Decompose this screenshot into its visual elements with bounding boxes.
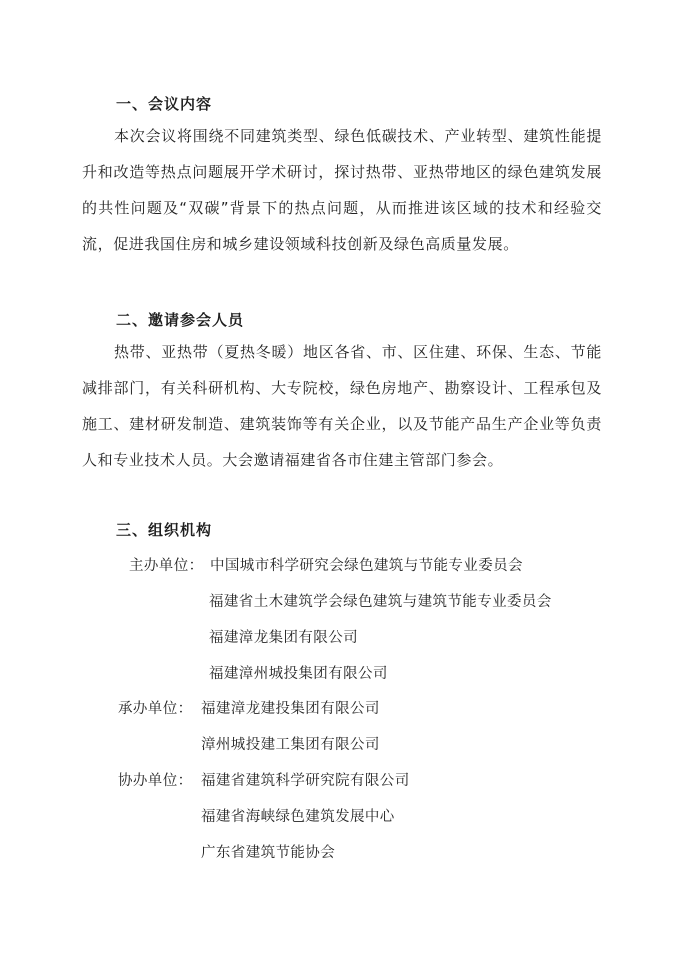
invited-participants-paragraph: 热带、亚热带（夏热冬暖）地区各省、市、区住建、环保、生态、节能减排部门，有关科研机构、大专院校，绿色房地产、勘察设计、工程承包及施工、建材研发制造、建筑装饰等有关企业，以及节能产品生产企业等负责人和专业技术人员。大会邀请福建省各市住建主管部门参会。 (82, 343, 602, 469)
organizer-label: 承办单位： (118, 701, 193, 717)
coorganizer-unit: 福建省海峡绿色建筑发展中心 (201, 809, 395, 825)
coorganizer-unit: 福建省建筑科学研究院有限公司 (201, 773, 410, 789)
coorganizer-unit: 广东省建筑节能协会 (201, 845, 336, 861)
section-heading-invited-participants: 二、邀请参会人员 (116, 311, 245, 329)
host-label: 主办单位： (129, 558, 204, 574)
host-unit: 福建漳龙集团有限公司 (209, 630, 358, 646)
host-unit: 福建漳州城投集团有限公司 (209, 666, 388, 682)
section-heading-organization: 三、组织机构 (116, 521, 213, 539)
host-unit: 中国城市科学研究会绿色建筑与节能专业委员会 (210, 558, 523, 574)
host-unit: 福建省土木建筑学会绿色建筑与建筑节能专业委员会 (209, 594, 552, 610)
coorganizer-label: 协办单位： (118, 773, 193, 789)
section-heading-meeting-content: 一、会议内容 (116, 95, 213, 113)
organizer-unit: 福建漳龙建投集团有限公司 (201, 701, 380, 717)
meeting-content-paragraph: 本次会议将围绕不同建筑类型、绿色低碳技术、产业转型、建筑性能提升和改造等热点问题展开学术研讨，探讨热带、亚热带地区的绿色建筑发展的共性问题及“双碳”背景下的热点问题，从而推进该区域的技术和经验交流，促进我国住房和城乡建设领域科技创新及绿色高质量发展。 (82, 127, 602, 253)
organizer-unit: 漳州城投建工集团有限公司 (201, 737, 380, 753)
